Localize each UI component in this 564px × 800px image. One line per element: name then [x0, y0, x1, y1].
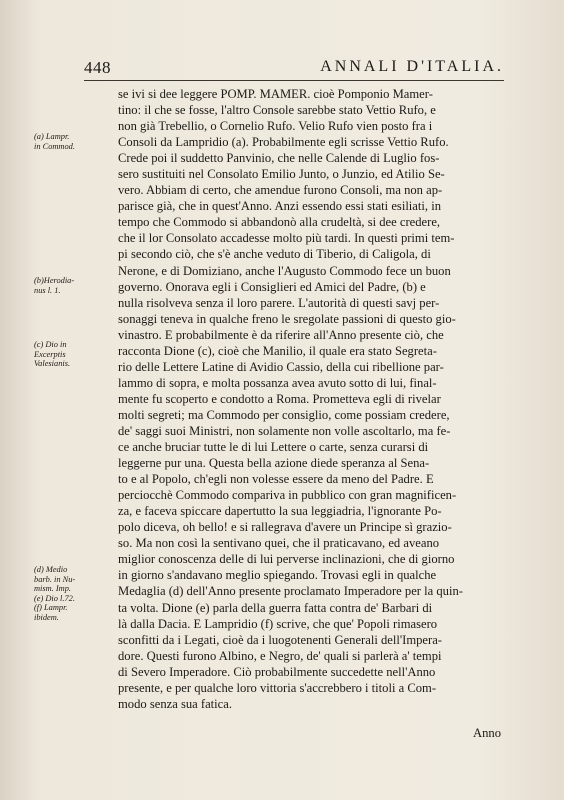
text-line: perciocchè Commodo compariva in pubblico con gran magnificen-: [118, 488, 457, 503]
text-line: parisce già, che in quest'Anno. Anzi essendo essi stati esiliati, in: [118, 199, 441, 214]
margin-note-d: [34, 565, 116, 622]
margin-note-line: (f) Lampr.: [34, 603, 68, 612]
text-line: sconfitti da i Legati, cioè da i luogotenenti Generali dell'Impera-: [118, 632, 442, 647]
text-line: mente fu scoperto e condotto a Roma. Prometteva egli di rivelar: [118, 391, 441, 406]
text-line: molti segreti; ma Commodo per consiglio, come possiam credere,: [118, 407, 450, 422]
text-line: tino: il che se fosse, l'altro Console sarebbe stato Vettio Rufo, e: [118, 103, 436, 118]
text-line: ce anche bruciar tutte le di lui Lettere o carte, senza curarsi di: [118, 440, 429, 455]
text-line: leggerne pur una. Questa bella azione diede speranza al Sena-: [118, 456, 430, 471]
text-line: modo senza sua fatica.: [118, 696, 232, 711]
text-line: Consoli da Lampridio (a). Probabilmente egli scrisse Vettio Rufo.: [118, 135, 449, 150]
margin-note-line: (c) Dio in: [34, 340, 67, 349]
text-line: za, e faceva spiccare dapertutto la sua leggiadria, l'ignorante Po-: [118, 504, 442, 519]
text-line: ta volta. Dione (e) parla della guerra fatta contra de' Barbari di: [118, 600, 433, 615]
catchword: Anno: [473, 726, 501, 740]
text-line: in giorno s'andavano meglio spiegando. Trovasi egli in qualche: [118, 568, 437, 583]
text-line: polo diceva, oh bello! e si rallegrava d'avere un Principe sì grazio-: [118, 520, 452, 535]
text-line: Medaglia (d) dell'Anno presente proclamato Imperadore per la quin-: [118, 584, 463, 599]
body-text: [118, 86, 524, 712]
margin-note-line: nus l. 1.: [34, 285, 61, 295]
page-number: 448: [84, 58, 111, 77]
text-line: sonaggi teneva in qualche freno le sregolate passioni di questo gio-: [118, 311, 456, 326]
margin-note-line: (b)Herodia-: [34, 276, 75, 285]
text-line: de' saggi suoi Ministri, non solamente non volle ascoltarlo, ma fe-: [118, 423, 451, 438]
text-line: là dalla Dacia. E Lampridio (f) scrive, che que' Popoli rimasero: [118, 616, 438, 631]
text-line: tempo che Commodo si abbandonò alla crudeltà, si dee credere,: [118, 215, 441, 230]
margin-note-line: mism. Imp.: [34, 584, 71, 593]
text-line: so. Ma non così la sentivano quei, che il praticavano, ed aveano: [118, 536, 440, 551]
margin-note-line: Valesianis.: [34, 359, 71, 368]
margin-note-b: [34, 276, 116, 295]
text-line: lammo di sopra, e molta possanza avea avuto sotto di lui, final-: [118, 375, 437, 390]
text-line: governo. Onorava egli i Consiglieri ed Amici del Padre, (b) e: [118, 279, 426, 294]
text-line: pi secondo ciò, che s'è anche veduto di Tiberio, di Caligola, di: [118, 247, 431, 262]
text-line: se ivi si dee leggere POMP. MAMER. cioè Pomponio Mamer-: [118, 87, 433, 101]
margin-note-line: (d) Medio: [34, 565, 68, 574]
text-line: Crede poi il suddetto Panvinio, che nelle Calende di Luglio fos-: [118, 151, 440, 166]
text-line: di Severo Imperadore. Ciò probabilmente succedette nell'Anno: [118, 664, 436, 679]
text-line: non già Trebellio, o Cornelio Rufo. Velio Rufo vien posto fra i: [118, 119, 433, 134]
text-line: dore. Questi furono Albino, e Negro, de' quali si parlerà a' tempi: [118, 648, 442, 663]
text-line: presente, e per qualche loro vittoria s'accrebbero i titoli a Com-: [118, 680, 437, 695]
text-line: vinastro. E probabilmente è da riferire all'Anno presente ciò, che: [118, 327, 444, 342]
text-line: vero. Abbiam di certo, che amendue furono Consoli, ma non ap-: [118, 183, 443, 198]
page-header: [84, 58, 504, 81]
margin-note-c: [34, 340, 116, 369]
margin-note-line: in Commod.: [34, 141, 75, 151]
text-line: miglior conoscenza delle di lui perverse inclinazioni, che di giorno: [118, 552, 455, 567]
margin-note-line: ibidem.: [34, 612, 59, 622]
margin-note-line: Excerptis: [34, 349, 66, 359]
text-line: sero sustituiti nel Consolato Emilio Junto, o Junzio, ed Atilio Se-: [118, 167, 445, 182]
margin-note-a: [34, 132, 116, 151]
running-head: ANNALI D'ITALIA.: [320, 58, 504, 75]
text-line: Nerone, e di Domiziano, anche l'Augusto Commodo fece un buon: [118, 263, 451, 278]
text-line: racconta Dione (c), cioè che Manilio, il quale era stato Segreta-: [118, 343, 437, 358]
text-line: che il lor Consolato accadesse molto più tardi. In questi primi tem-: [118, 231, 455, 246]
text-line: to e al Popolo, ch'egli non volesse essere da meno del Padre. E: [118, 472, 434, 487]
margin-note-line: (a) Lampr.: [34, 132, 70, 141]
margin-note-line: barb. in Nu-: [34, 574, 76, 584]
margin-note-line: (e) Dio l.72.: [34, 593, 75, 603]
text-line: rio delle Lettere Latine di Avidio Cassio, della cui ribellione par-: [118, 359, 444, 374]
text-line: nulla risolveva senza il loro parere. L'autorità di questi savj per-: [118, 295, 440, 310]
